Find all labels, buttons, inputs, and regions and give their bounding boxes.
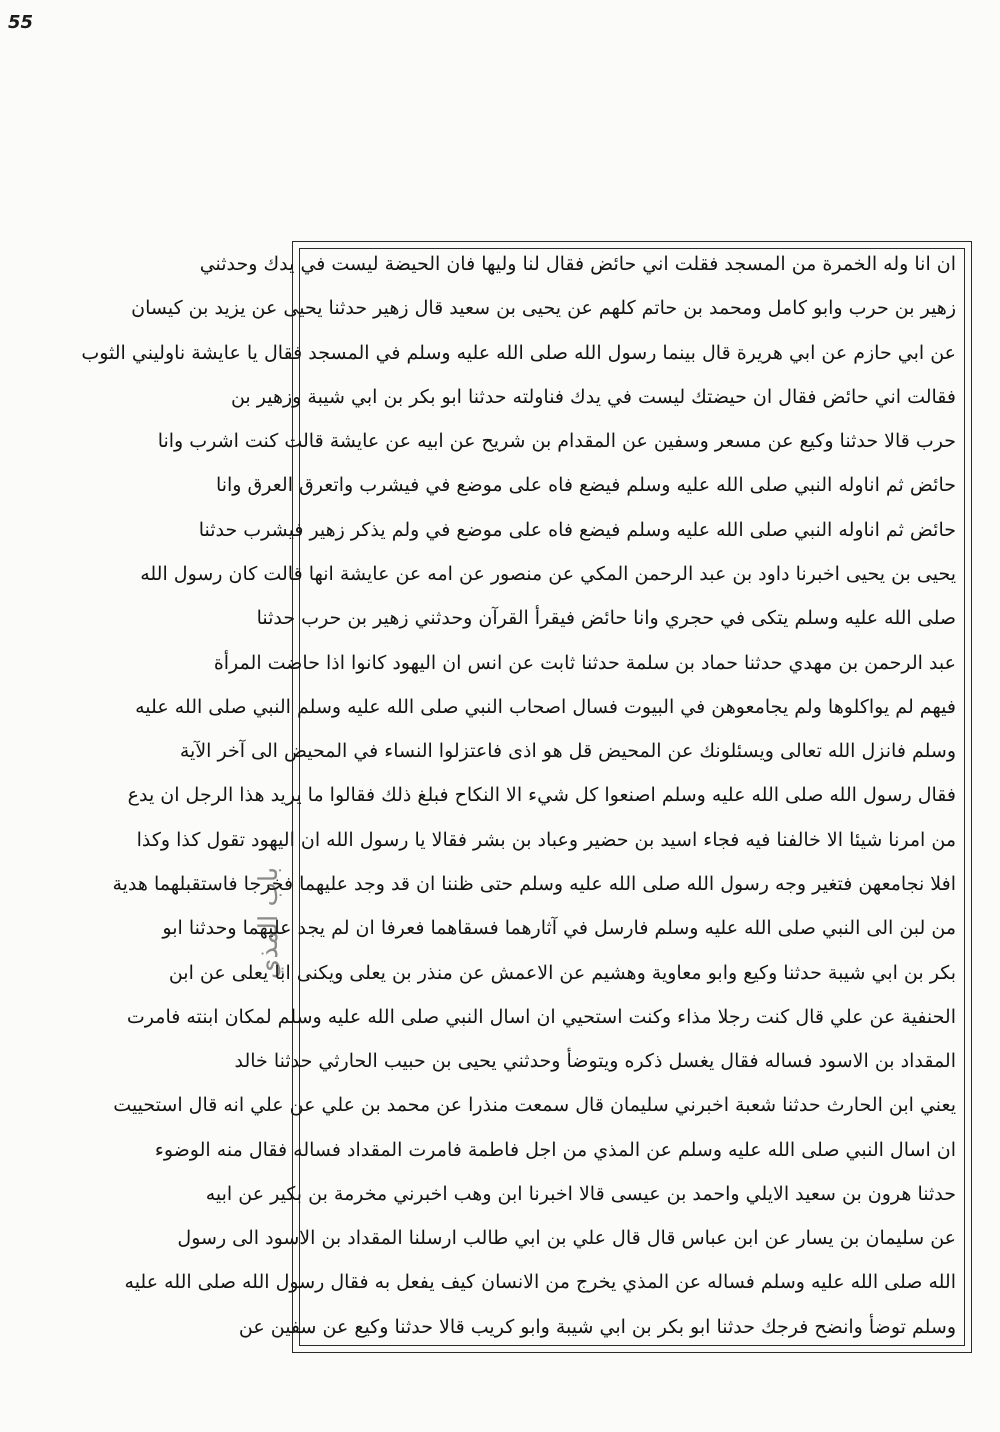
margin-note: باب المذي xyxy=(254,866,284,980)
folio-number: 55 xyxy=(8,12,34,33)
text-line: عبد الرحمن بن مهدي حدثنا حماد بن سلمة حدثنا ثابت عن انس ان اليهود كانوا اذا حاضت المرأة xyxy=(213,651,956,674)
text-line: من لبن الى النبي صلى الله عليه وسلم فارسل في آثارهما فسقاهما فعرفا ان لم يجد عليهما وحدثنا ابو xyxy=(162,917,956,940)
text-line: عن ابي حازم عن ابي هريرة قال بينما رسول الله صلى الله عليه وسلم في المسجد فقال يا عايشة ناوليني الثوب xyxy=(81,341,956,364)
text-line: ان اسال النبي صلى الله عليه وسلم عن المذي من اجل فاطمة فامرت المقداد فساله فقال منه الوضوء xyxy=(154,1138,956,1161)
text-line: زهير بن حرب وابو كامل ومحمد بن حاتم كلهم عن يحيى بن سعيد قال زهير حدثنا يحيى عن يزيد بن كيسان xyxy=(131,297,956,320)
text-line: وسلم توضأ وانضح فرجك حدثنا ابو بكر بن ابي شيبة وابو كريب قالا حدثنا وكيع عن سفين عن xyxy=(238,1315,956,1338)
text-line: الحنفية عن علي قال كنت رجلا مذاء وكنت استحيي ان اسال النبي صلى الله عليه وسلم لمكان ابنته فامرت xyxy=(126,1005,956,1028)
text-line: حرب قالا حدثنا وكيع عن مسعر وسفين عن المقدام بن شريح عن ابيه عن عايشة قالت كنت اشرب وانا xyxy=(157,430,956,453)
text-line: حدثنا هرون بن سعيد الايلي واحمد بن عيسى قالا اخبرنا ابن وهب اخبرني مخرمة بن بكير عن ابيه xyxy=(205,1182,956,1205)
text-line: وسلم فانزل الله تعالى ويسئلونك عن المحيض قل هو اذى فاعتزلوا النساء في المحيض الى آخر الآية xyxy=(179,740,956,763)
text-line: فيهم لم يواكلوها ولم يجامعوهن في البيوت فسال اصحاب النبي صلى الله عليه وسلم النبي صلى الله عليه xyxy=(135,695,956,718)
text-line: يعني ابن الحارث حدثنا شعبة اخبرني سليمان قال سمعت منذرا عن محمد بن علي عن علي انه قال استحييت xyxy=(113,1094,956,1117)
text-line: بكر بن ابي شيبة حدثنا وكيع وابو معاوية وهشيم عن الاعمش عن منذر بن يعلى ويكنى ابا يعلى عن ابن xyxy=(168,961,956,984)
text-line: حائض ثم اناوله النبي صلى الله عليه وسلم فيضع فاه على موضع في ولم يذكر زهير فيشرب حدثنا xyxy=(198,518,956,541)
text-line: ان انا وله الخمرة من المسجد فقلت اني حائض فقال لنا وليها فان الحيضة ليست في يدك وحدثني xyxy=(199,253,956,275)
text-line: افلا نجامعهن فتغير وجه رسول الله صلى الله عليه وسلم حتى ظننا ان قد وجد عليهما فخرجا فاستقبلهما هدية xyxy=(112,872,956,895)
text-line: يحيى بن يحيى اخبرنا داود بن عبد الرحمن المكي عن منصور عن امه عن عايشة انها قالت كان رسول الله xyxy=(140,562,956,585)
text-line: فقال رسول الله صلى الله عليه وسلم اصنعوا كل شيء الا النكاح فبلغ ذلك فقالوا ما يريد هذا الرجل ان يدع xyxy=(127,784,956,807)
text-line: عن سليمان بن يسار عن ابن عباس قال قال علي بن ابي طالب ارسلنا المقداد بن الاسود الى رسول xyxy=(177,1227,956,1250)
text-line: الله صلى الله عليه وسلم فساله عن المذي يخرج من الانسان كيف يفعل به فقال رسول الله صلى الله عليه xyxy=(124,1271,956,1294)
text-line: فقالت اني حائض فقال ان حيضتك ليست في يدك فناولته حدثنا ابو بكر بن ابي شيبة وزهير بن xyxy=(230,385,956,408)
text-line: صلى الله عليه وسلم يتكى في حجري وانا حائض فيقرأ القرآن وحدثني زهير بن حرب حدثنا xyxy=(256,607,956,630)
text-line: المقداد بن الاسود فساله فقال يغسل ذكره ويتوضأ وحدثني يحيى بن حبيب الحارثي حدثنا خالد xyxy=(234,1050,956,1073)
text-line: حائض ثم اناوله النبي صلى الله عليه وسلم فيضع فاه على موضع في فيشرب واتعرق العرق وانا xyxy=(215,474,956,497)
text-line: من امرنا شيئا الا خالفنا فيه فجاء اسيد بن حضير وعباد بن بشر فقالا يا رسول الله ان اليهود تقول كذا وكذا xyxy=(136,828,956,851)
